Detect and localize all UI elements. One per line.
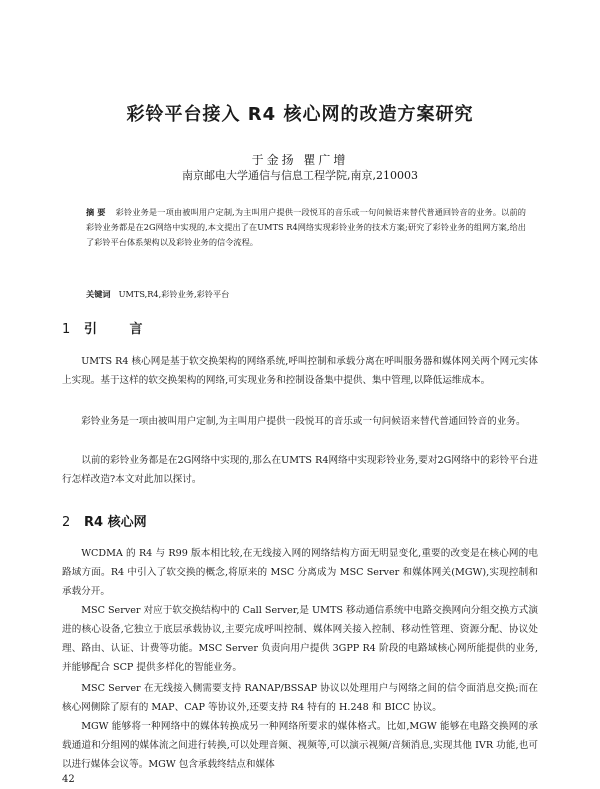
paper-title: 彩铃平台接入 R4 核心网的改造方案研究 — [126, 104, 474, 125]
abstract-text: 彩铃业务是一项由被叫用户定制,为主叫用户提供一段悦耳的音乐或一句问候语来替代普通回铃音的业务。以前的彩铃业务都是在2G网络中实现的,本文提出了在UMTS R4网络实现彩铃业务的技术方案;研究了彩铃业务的组网方案,给出了彩铃平台体系架构以及彩铃业务的信令流程。 — [86, 207, 526, 247]
section-heading-r4-core — [62, 511, 147, 530]
section-heading-introduction — [62, 318, 157, 337]
paper-authors: 于金扬 瞿广增 — [251, 153, 349, 167]
section-number: 1 — [62, 322, 71, 337]
keywords — [86, 289, 526, 300]
paragraph: UMTS R4 核心网是基于软交换架构的网络系统,呼叫控制和承载分离在呼叫服务器和媒体网关两个网元实体上实现。基于这样的软交换架构的网络,可实现业务和控制设备集中提供、集中管理,以降低运维成本。 — [62, 356, 538, 386]
keywords-text: UMTS,R4,彩铃业务,彩铃平台 — [118, 289, 230, 299]
abstract — [86, 205, 526, 250]
section-title: 引 言 — [84, 322, 157, 337]
paragraph: 以前的彩铃业务都是在2G网络中实现的,那么在UMTS R4网络中实现彩铃业务,要对2G网络中的彩铃平台进行怎样改造?本文对此加以探讨。 — [62, 455, 538, 485]
page-number: 42 — [62, 774, 75, 785]
paragraph: 彩铃业务是一项由被叫用户定制,为主叫用户提供一段悦耳的音乐或一句问候语来替代普通回铃音的业务。 — [81, 416, 526, 427]
abstract-label: 摘 要 — [86, 207, 106, 217]
paragraph: WCDMA 的 R4 与 R99 版本相比较,在无线接入网的网络结构方面无明显变化,重要的改变是在核心网的电路域方面。R4 中引入了软交换的概念,将原来的 MSC 分离成为 MSC Server 和媒体网关(MGW),实现控制和承载分开。 — [62, 548, 538, 597]
section-number: 2 — [62, 515, 71, 530]
section-title: R4 核心网 — [84, 515, 147, 530]
paragraph: MSC Server 对应于软交换结构中的 Call Server,是 UMTS 移动通信系统中电路交换网向分组交换方式演进的核心设备,它独立于底层承载协议,主要完成呼叫控制、媒体网关接入控制、移动性管理、资源分配、协议处理、路由、认证、计费等功能。MSC Server 负责向用户提供 3GPP R4 阶段的电路域核心网所能提供的业务,并能够配合 SCP 提供多样化的智能业务。 — [62, 605, 538, 673]
paper-affiliation: 南京邮电大学通信与信息工程学院,南京,210003 — [182, 169, 418, 182]
keywords-label: 关键词 — [86, 289, 111, 299]
paragraph: MGW 能够将一种网络中的媒体转换成另一种网络所要求的媒体格式。比如,MGW 能够在电路交换网的承载通道和分组网的媒体流之间进行转换,可以处理音频、视频等,可以演示视频/音频消息,实现其他 IVR 功能,也可以进行媒体会议等。MGW 包含承载终结点和媒体 — [62, 721, 538, 770]
paragraph: MSC Server 在无线接入侧需要支持 RANAP/BSSAP 协议以处理用户与网络之间的信令面消息交换;而在核心网侧除了原有的 MAP、CAP 等协议外,还要支持 R4 特有的 H.248 和 BICC 协议。 — [62, 683, 538, 713]
